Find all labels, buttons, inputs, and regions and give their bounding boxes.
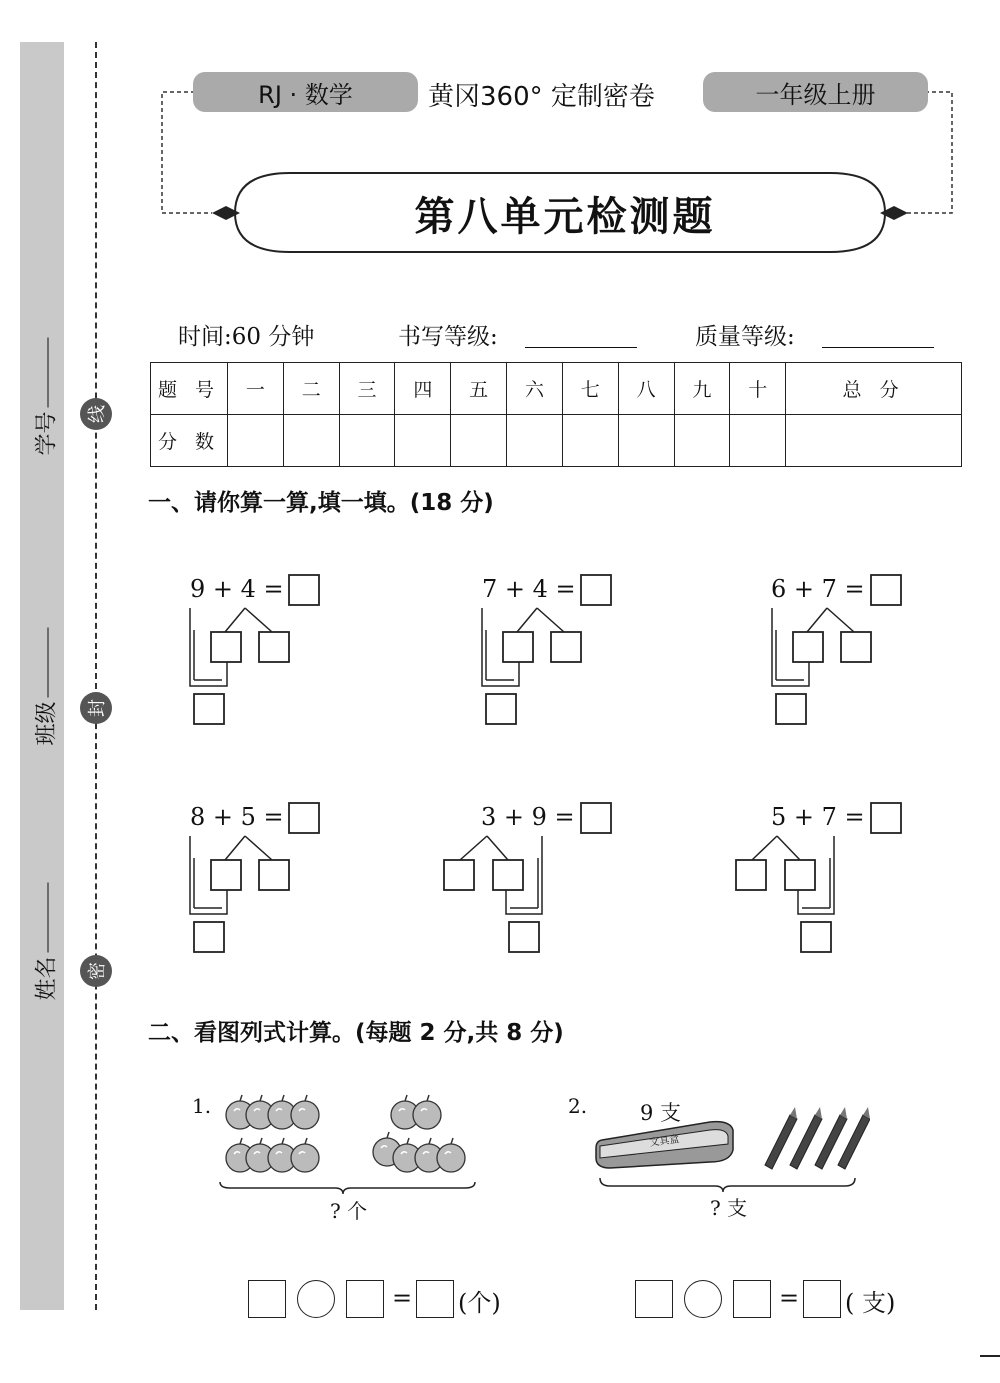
page-title: 第八单元检测题	[414, 193, 716, 240]
quality-grade-label: 质量等级:	[695, 324, 795, 350]
col-4: 四	[395, 363, 451, 415]
seal-secret: 密	[80, 955, 112, 987]
score-cell[interactable]	[562, 415, 618, 467]
score-header-row	[151, 363, 962, 415]
apples-illustration	[215, 1090, 485, 1200]
split-box[interactable]	[211, 632, 241, 662]
name-line[interactable]	[47, 882, 48, 952]
answer-box[interactable]	[581, 803, 611, 833]
result-box[interactable]	[803, 1280, 841, 1318]
pic-problem-2-number: 2.	[568, 1094, 588, 1118]
row-label-score: 分 数	[151, 415, 228, 467]
class-line[interactable]	[47, 627, 48, 697]
quality-grade-line[interactable]	[822, 347, 934, 348]
pencils-illustration	[590, 1100, 870, 1200]
series-title: 黄冈360° 定制密卷	[428, 82, 655, 112]
problem-1-equation: 9 + 4 =	[190, 575, 284, 603]
split-box[interactable]	[503, 632, 533, 662]
equals-sign: =	[392, 1284, 413, 1312]
answer-box[interactable]	[289, 575, 319, 605]
seal-seal: 封	[80, 692, 112, 724]
class-label: 班级	[34, 701, 60, 746]
time-limit: 时间:60 分钟	[178, 324, 315, 350]
writing-grade-line[interactable]	[525, 347, 637, 348]
col-total: 总 分	[786, 363, 962, 415]
sum-box[interactable]	[194, 694, 224, 724]
answer-box[interactable]	[581, 575, 611, 605]
problem-2-equation: 7 + 4 =	[482, 575, 576, 603]
col-3: 三	[339, 363, 395, 415]
split-box[interactable]	[785, 860, 815, 890]
problem-6-diagram	[722, 798, 922, 963]
problem-2-diagram	[472, 570, 632, 735]
pic-problem-2-question: ? 支	[710, 1196, 748, 1220]
split-box[interactable]	[493, 860, 523, 890]
col-8: 八	[618, 363, 674, 415]
col-9: 九	[674, 363, 730, 415]
split-box[interactable]	[259, 860, 289, 890]
row-label-number: 题 号	[151, 363, 228, 415]
split-box[interactable]	[736, 860, 766, 890]
page-edge-mark	[980, 1355, 1000, 1357]
score-value-row	[151, 415, 962, 467]
col-1: 一	[228, 363, 284, 415]
operator-circle[interactable]	[297, 1280, 335, 1318]
sum-box[interactable]	[509, 922, 539, 952]
result-box[interactable]	[416, 1280, 454, 1318]
score-cell[interactable]	[674, 415, 730, 467]
sum-box[interactable]	[801, 922, 831, 952]
name-field[interactable]	[30, 956, 61, 1001]
student-id-line[interactable]	[47, 337, 48, 407]
col-6: 六	[507, 363, 563, 415]
score-cell[interactable]	[451, 415, 507, 467]
problem-6-equation: 5 + 7 =	[771, 803, 865, 831]
split-box[interactable]	[211, 860, 241, 890]
problem-3-diagram	[762, 570, 922, 735]
pencil-count-label: 9 支	[640, 1101, 682, 1125]
unit-ge: (个)	[458, 1289, 501, 1317]
sum-box[interactable]	[486, 694, 516, 724]
name-label: 姓名	[34, 956, 60, 1001]
split-box[interactable]	[793, 632, 823, 662]
split-box[interactable]	[841, 632, 871, 662]
col-7: 七	[562, 363, 618, 415]
student-id-field[interactable]	[30, 411, 61, 456]
col-5: 五	[451, 363, 507, 415]
operator-circle[interactable]	[684, 1280, 722, 1318]
col-10: 十	[730, 363, 786, 415]
section-1-title: 一、请你算一算,填一填。(18 分)	[148, 490, 494, 516]
split-box[interactable]	[551, 632, 581, 662]
writing-grade-label: 书写等级:	[398, 324, 498, 350]
score-cell[interactable]	[228, 415, 284, 467]
pic-problem-1-question: ? 个	[330, 1199, 368, 1223]
operand-box[interactable]	[733, 1280, 771, 1318]
subject-pill: RJ · 数学	[193, 72, 418, 112]
score-cell[interactable]	[507, 415, 563, 467]
score-table	[150, 362, 962, 467]
col-2: 二	[283, 363, 339, 415]
pic-problem-1-number: 1.	[192, 1094, 212, 1118]
pencil-case-icon	[596, 1122, 733, 1168]
problem-4-diagram	[180, 798, 340, 963]
split-box[interactable]	[444, 860, 474, 890]
score-cell[interactable]	[339, 415, 395, 467]
score-cell[interactable]	[786, 415, 962, 467]
score-cell[interactable]	[283, 415, 339, 467]
seal-line: 线	[80, 398, 112, 430]
sum-box[interactable]	[194, 922, 224, 952]
score-cell[interactable]	[730, 415, 786, 467]
score-cell[interactable]	[618, 415, 674, 467]
problem-5-diagram	[430, 798, 630, 963]
problem-5-equation: 3 + 9 =	[481, 803, 575, 831]
split-box[interactable]	[259, 632, 289, 662]
equals-sign: =	[779, 1284, 800, 1312]
problem-4-equation: 8 + 5 =	[190, 803, 284, 831]
operand-box[interactable]	[248, 1280, 286, 1318]
sum-box[interactable]	[776, 694, 806, 724]
problem-3-equation: 6 + 7 =	[771, 575, 865, 603]
class-field[interactable]	[30, 701, 61, 746]
student-id-label: 学号	[34, 411, 60, 456]
operand-box[interactable]	[346, 1280, 384, 1318]
answer-box[interactable]	[871, 803, 901, 833]
operand-box[interactable]	[635, 1280, 673, 1318]
unit-zhi: ( 支)	[845, 1289, 896, 1317]
problem-1-diagram	[180, 570, 340, 735]
pencil-case-text: 文具盒	[648, 1133, 681, 1149]
grade-pill: 一年级上册	[703, 72, 928, 112]
score-cell[interactable]	[395, 415, 451, 467]
section-2-title: 二、看图列式计算。(每题 2 分,共 8 分)	[148, 1020, 564, 1046]
answer-box[interactable]	[289, 803, 319, 833]
answer-box[interactable]	[871, 575, 901, 605]
